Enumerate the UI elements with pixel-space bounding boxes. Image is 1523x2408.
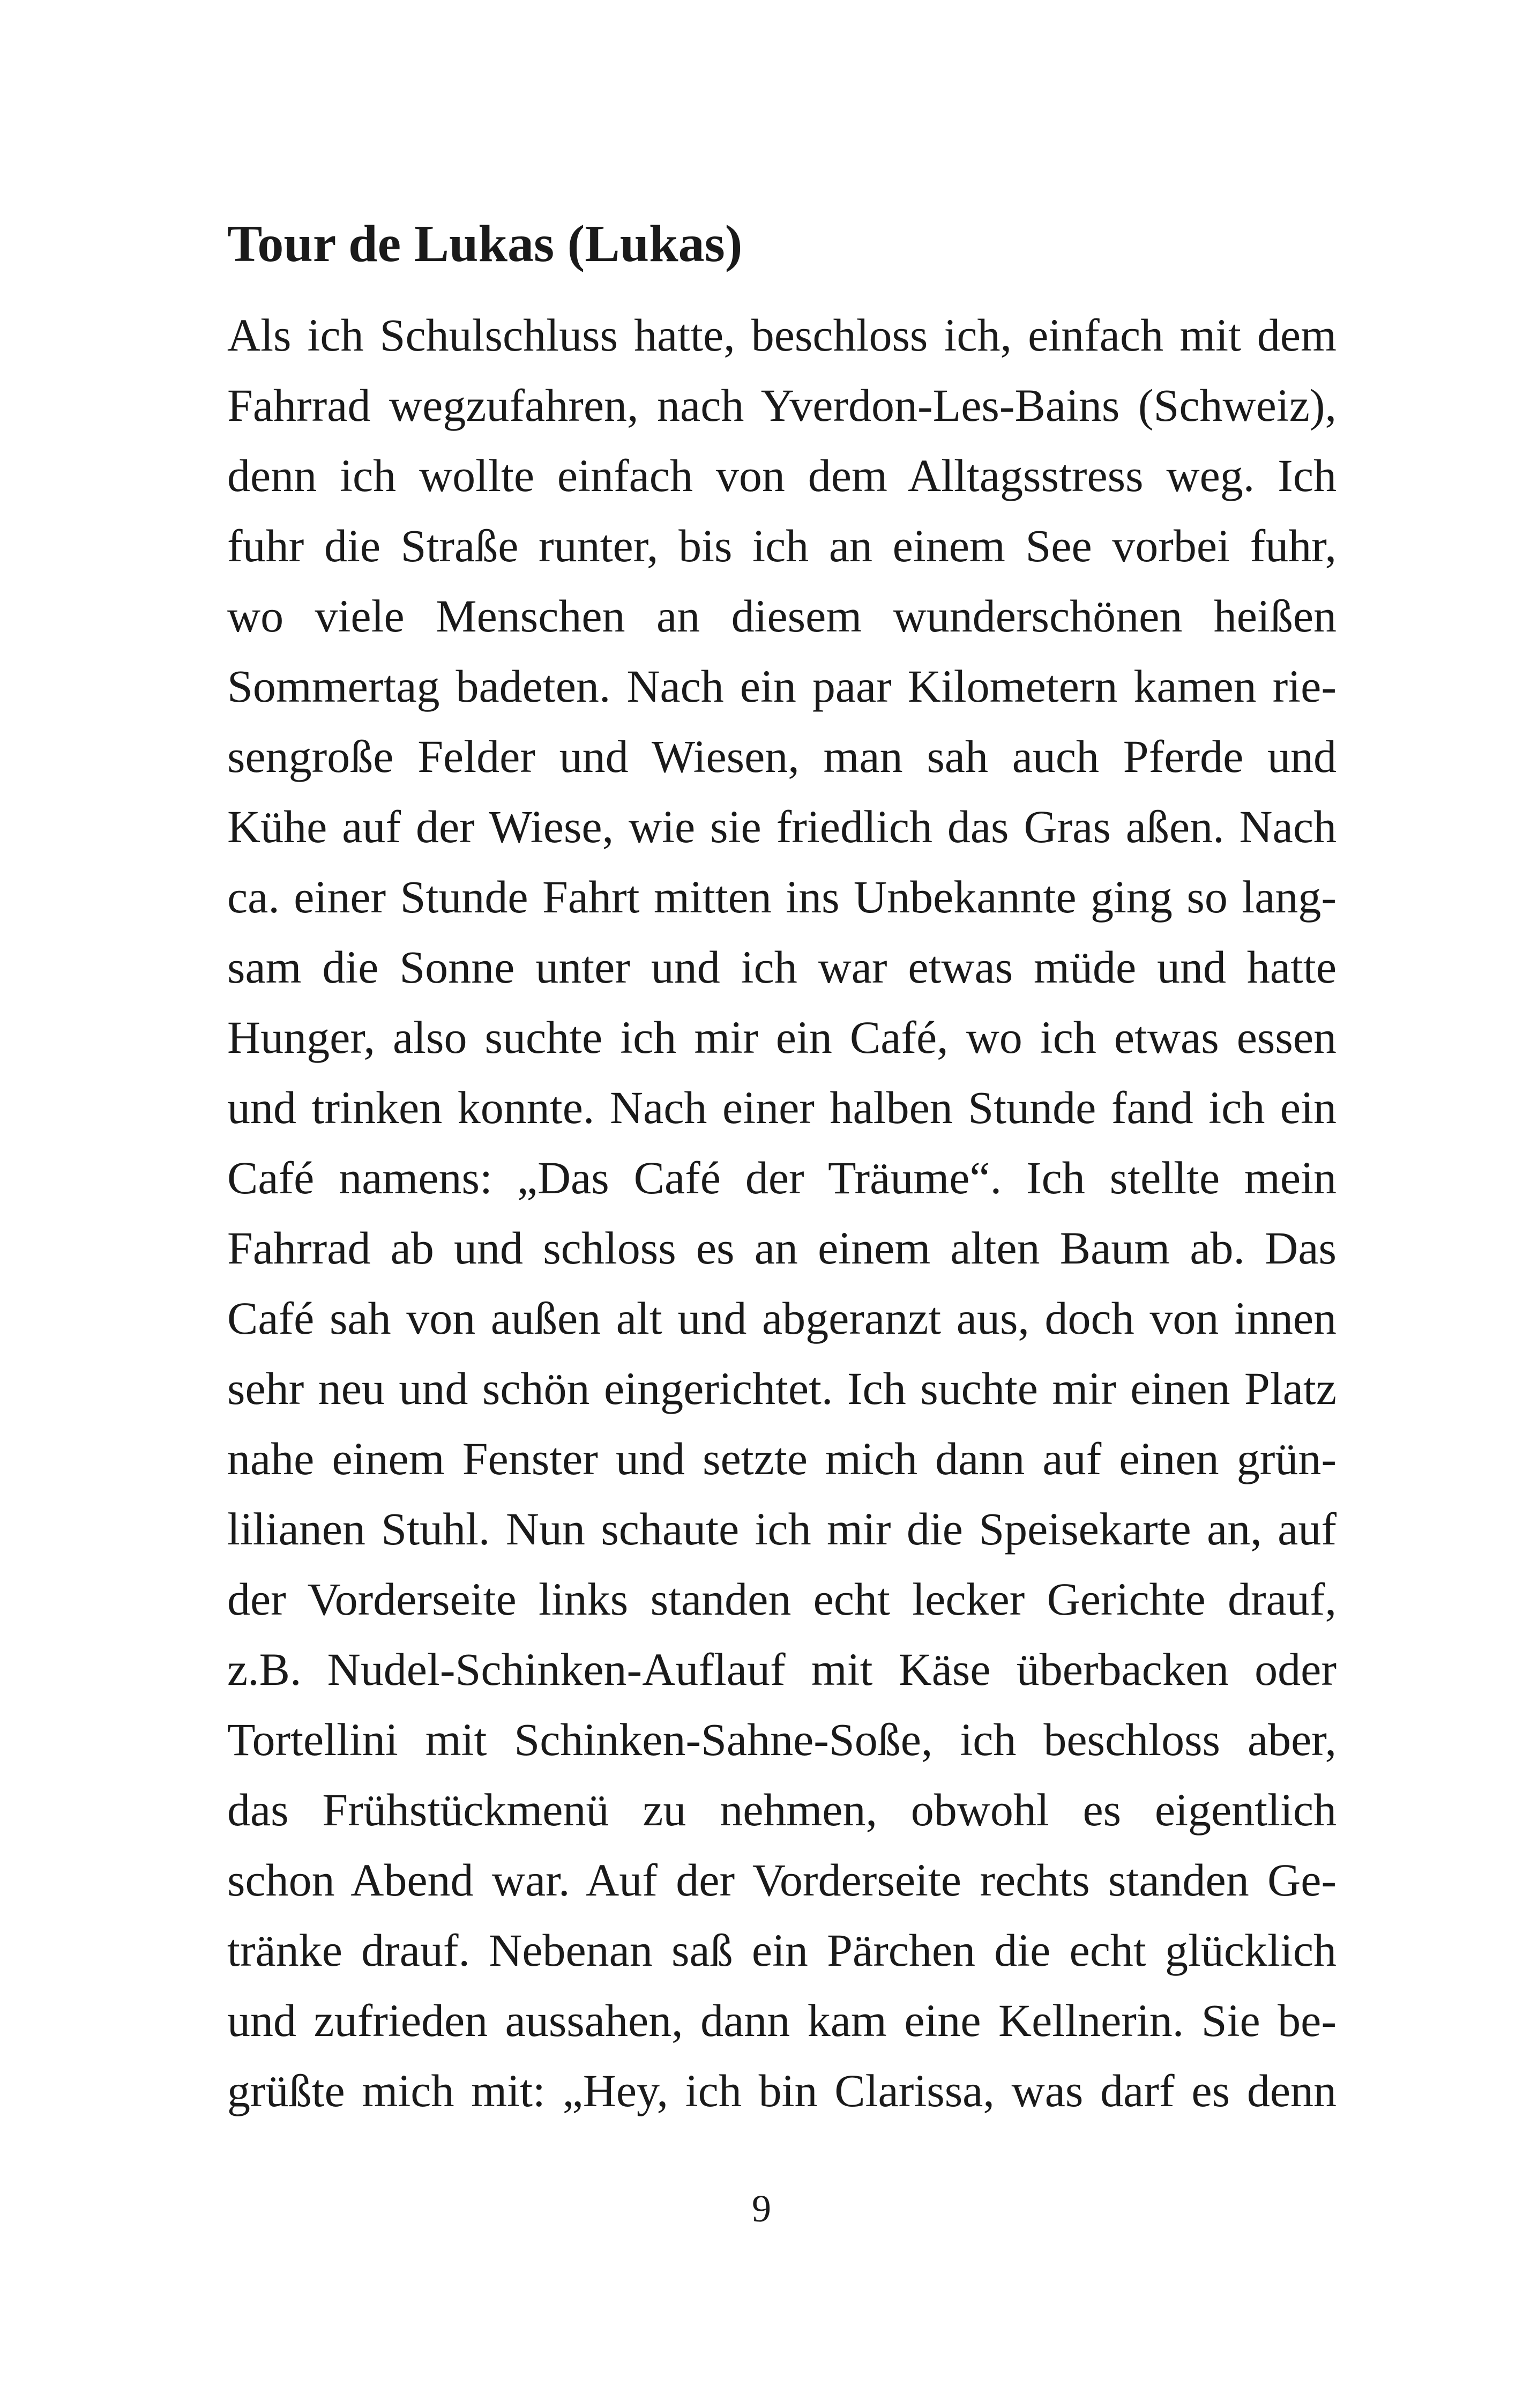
text-line: Café sah von außen alt und abgeranzt aus, doch von innen [227,1292,1337,1344]
text-line: Hunger, also suchte ich mir ein Café, wo ich etwas essen [227,1012,1337,1063]
text-line: das Frühstückmenü zu nehmen, obwohl es eigentlich [227,1784,1337,1835]
text-line: Kühe auf der Wiese, wie sie friedlich das Gras aßen. Nach [227,801,1337,852]
text-line: grüßte mich mit: „Hey, ich bin Clarissa, was darf es denn [227,2065,1337,2116]
text-line: nahe einem Fenster und setzte mich dann auf einen grün- [227,1433,1337,1484]
text-line: Fahrrad wegzufahren, nach Yverdon-Les-Bains (Schweiz), [227,380,1337,431]
text-line: ca. einer Stunde Fahrt mitten ins Unbekannte ging so lang- [227,871,1337,923]
text-line: denn ich wollte einfach von dem Alltagsstress weg. Ich [227,450,1337,501]
chapter-title: Tour de Lukas (Lukas) [227,215,743,273]
text-line: wo viele Menschen an diesem wunderschönen heißen [227,590,1337,642]
text-line: z.B. Nudel-Schinken-Auflauf mit Käse überbacken oder [227,1644,1337,1695]
text-line: Tortellini mit Schinken-Sahne-Soße, ich beschloss aber, [227,1714,1337,1765]
text-line: und zufrieden aussahen, dann kam eine Kellnerin. Sie be- [227,1995,1337,2046]
text-line: Café namens: „Das Café der Träume“. Ich stellte mein [227,1152,1337,1203]
text-line: lilianen Stuhl. Nun schaute ich mir die Speisekarte an, auf [227,1503,1337,1555]
text-line: sam die Sonne unter und ich war etwas müde und hatte [227,941,1337,993]
text-line: und trinken konnte. Nach einer halben Stunde fand ich ein [227,1082,1337,1133]
text-line: sengroße Felder und Wiesen, man sah auch Pferde und [227,731,1337,782]
text-line: Sommertag badeten. Nach ein paar Kilometern kamen rie- [227,660,1337,712]
text-line: Fahrrad ab und schloss es an einem alten Baum ab. Das [227,1222,1337,1274]
chapter-body [227,300,1337,2126]
text-line: Als ich Schulschluss hatte, beschloss ich, einfach mit dem [227,309,1337,361]
text-line: schon Abend war. Auf der Vorderseite rechts standen Ge- [227,1854,1337,1906]
text-line: tränke drauf. Nebenan saß ein Pärchen die echt glücklich [227,1924,1337,1976]
page-number: 9 [752,2187,771,2230]
text-line: der Vorderseite links standen echt lecker Gerichte drauf, [227,1573,1337,1625]
text-line: sehr neu und schön eingerichtet. Ich suchte mir einen Platz [227,1363,1337,1414]
text-line: fuhr die Straße runter, bis ich an einem See vorbei fuhr, [227,520,1337,571]
